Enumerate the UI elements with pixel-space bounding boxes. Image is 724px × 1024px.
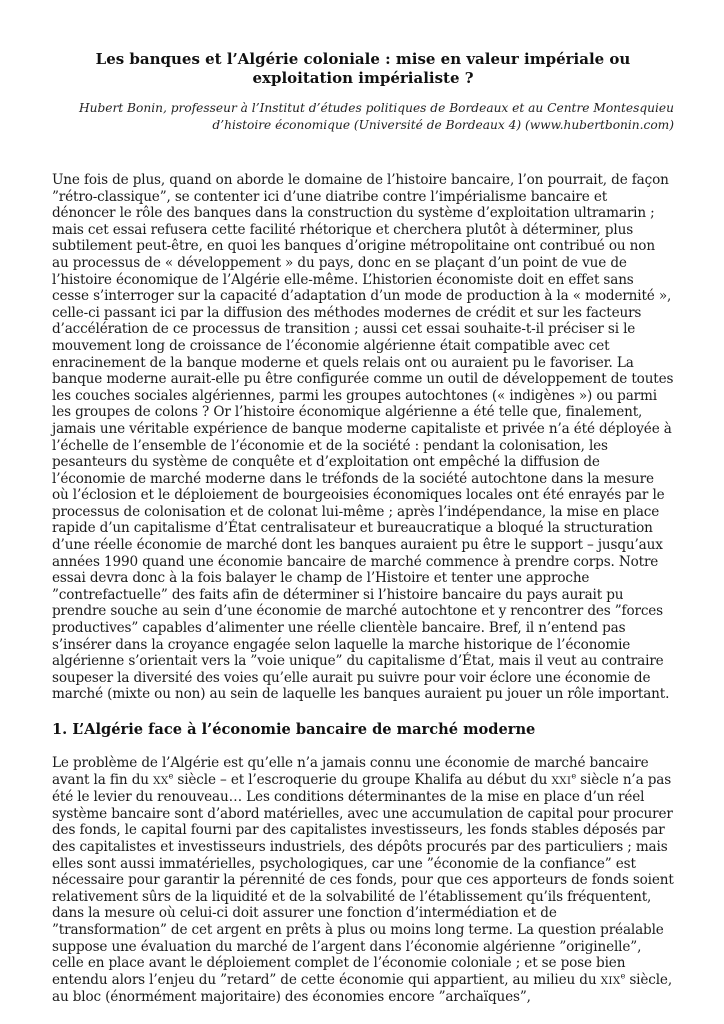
century-superscript: e: [168, 770, 174, 781]
century-numeral: XX: [153, 774, 169, 787]
author-byline: [52, 100, 674, 134]
section-1-paragraph: [52, 755, 674, 1006]
document-title: Les banques et l’Algérie coloniale : mise en valeur impériale ou exploitation impérialiste ?: [95, 50, 631, 87]
century-superscript: e: [571, 770, 576, 781]
section-heading: 1. L’Algérie face à l’économie bancaire de marché moderne: [52, 721, 536, 738]
text-run: siècle, au bloc (énormément majoritaire) des économies encore ”archaïques”,: [52, 971, 672, 1006]
text-run: siècle n’a pas été le levier du renouveau… Les conditions déterminantes de la mise en place d’un réel système bancaire sont d’abord matérielles, avec une accumulation de capital pour procurer des fonds, le capital fourni par des capitalistes investisseurs, les fonds stables déposés par des capitalistes et investisseurs industriels, des dépôts procurés par des particuliers ; mais elles sont aussi immatérielles, psychologiques, car une ”économie de la confiance” est nécessaire pour garantir la pérennité de ces fonds, pour que ces apporteurs de fonds soient relativement sûrs de la liquidité et de la solvabilité de l’établissement qu’ils fréquentent, dans la mesure où celui-ci doit assurer une fonction d’intermédiation et de ”transformation” de cet argent en prêts à plus ou moins long terme. La question préalable suppose une évaluation du marché de l’argent dans l’économie algérienne ”originelle”, celle en place avant le déploiement complet de l’économie coloniale ; et se pose bien entendu alors l’enjeu du ”retard” de cette économie qui appartient, au milieu du: [52, 771, 674, 988]
century-numeral: XXI: [551, 774, 572, 787]
byline-line-1: Hubert Bonin, professeur à l’Institut d’études politiques de Bordeaux et au Centre Montesquieu: [78, 101, 674, 115]
document-page: [52, 50, 674, 1006]
byline-line-2: d’histoire économique (Université de Bordeaux 4) (www.hubertbonin.com): [212, 118, 674, 132]
intro-paragraph: Une fois de plus, quand on aborde le domaine de l’histoire bancaire, l’on pourrait, de façon ”rétro-classique”, se contenter ici d’une diatribe contre l’impérialisme bancaire et dénoncer le rôle des banques dans la construction du système d’exploitation ultramarin ; mais cet essai refusera cette facilité rhétorique et cherchera plutôt à déterminer, plus subtilement peut-être, en quoi les banques d’origine métropolitaine ont contribué ou non au processus de « développement » du pays, donc en se plaçant d’un point de vue de l’histoire économique de l’Algérie elle-même. L’historien économiste doit en effet sans cesse s’interroger sur la capacité d’adaptation d’un mode de production à la « modernité », celle-ci passant ici par la diffusion des méthodes modernes de crédit et sur les facteurs d’accélération de ce processus de transition ; aussi cet essai souhaite-t-il préciser si le mouvement long de croissance de l’économie algérienne était compatible avec cet enracinement de la banque moderne et quels relais ont ou auraient pu le favoriser. La banque moderne aurait-elle pu être configurée comme un outil de développement de toutes les couches sociales algériennes, parmi les groupes autochtones (« indigènes ») ou parmi les groupes de colons ? Or l’histoire économique algérienne a été telle que, finalement, jamais une véritable expérience de banque moderne capitaliste et privée n’a été déployée à l’échelle de l’ensemble de l’économie et de la société : pendant la colonisation, les pesanteurs du système de conquête et d’exploitation ont empêché la diffusion de l’économie de marché moderne dans le tréfonds de la société autochtone dans la mesure où l’éclosion et le déploiement de bourgeoisies économiques locales ont été enrayés par le processus de colonisation et de colonat lui-même ; après l’indépendance, la mise en place rapide d’un capitalisme d’État centralisateur et bureaucratique a bloqué la structuration d’une réelle économie de marché dont les banques auraient pu être le support – jusqu’aux années 1990 quand une économie bancaire de marché commence à prendre corps. Notre essai devra donc à la fois balayer le champ de l’Histoire et tenter une approche ”contrefactuelle” des faits afin de déterminer si l’histoire bancaire du pays aurait pu prendre souche au sein d’une économie de marché autochtone et y rencontrer des ”forces productives” capables d’alimenter une réelle clientèle bancaire. Bref, il n’entend pas s’insérer dans la croyance engagée selon laquelle la marche historique de l’économie algérienne s’orientait vers la ”voie unique” du capitalisme d’État, mais il veut au contraire soupeser la diversité des voies qu’elle aurait pu suivre pour voir éclore une économie de marché (mixte ou non) au sein de laquelle les banques auraient pu jouer un rôle important.: [52, 172, 674, 703]
text-run: siècle – et l’escroquerie du groupe Khalifa au début du: [173, 771, 552, 788]
century-numeral: XIX: [600, 974, 621, 987]
text-run: Le problème de l’Algérie est qu’elle n’a jamais connu une économie de marché bancaire avant la fin du: [52, 755, 649, 788]
century-superscript: e: [620, 970, 626, 981]
